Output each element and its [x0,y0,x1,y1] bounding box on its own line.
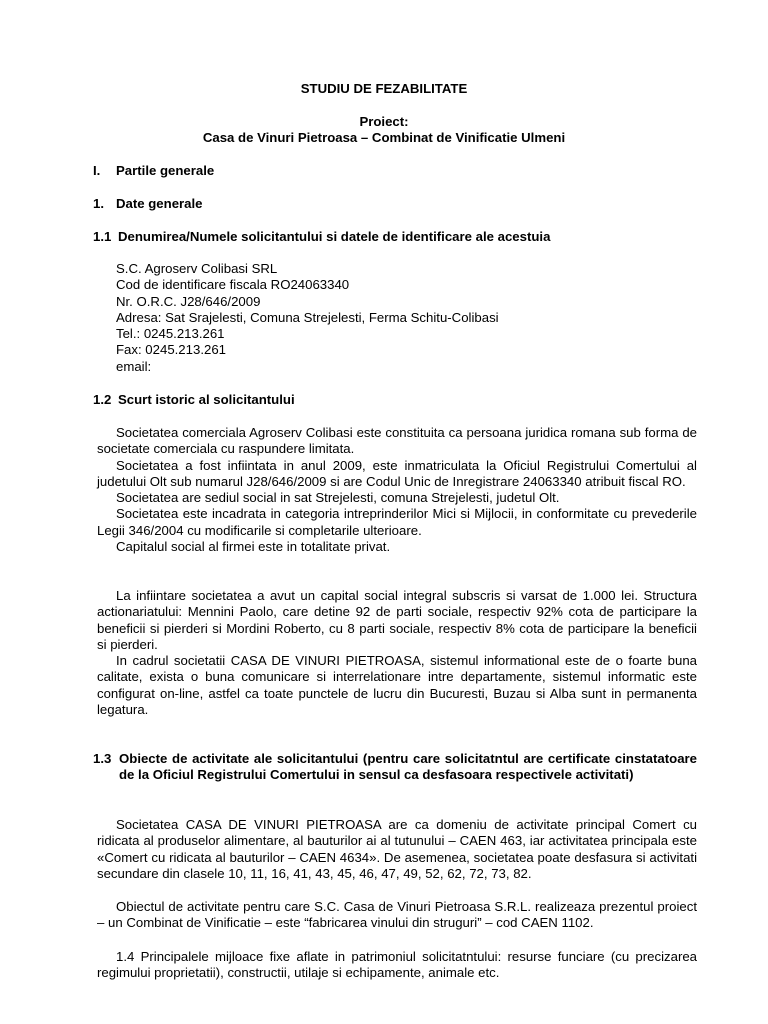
phone: Tel.: 0245.213.261 [116,326,225,342]
section-title: Scurt istoric al solicitantului [118,392,295,407]
email: email: [116,358,152,374]
section-number: I. [93,163,101,178]
section-number: 1. [93,196,104,211]
paragraph: Societatea comerciala Agroserv Colibasi este constituita ca persoana juridica romana sub forma de societate comerciala cu raspundere limitata. [97,425,697,457]
section-number: 1.3 [93,751,112,766]
section-title: Obiecte de activitate ale solicitantului (pentru care solicitatntul are certificate cinstatatoare de la Oficiul Registrului Comertului in sensul ca desfasoara respectivele activitati) [119,751,697,783]
orc-number: Nr. O.R.C. J28/646/2009 [116,293,261,309]
section-heading-1 [93,196,203,212]
paragraph: Societatea este incadrata in categoria intreprinderilor Mici si Mijlocii, in conformitate cu prevederile Legii 346/2004 cu modificarile si completarile ulterioare. [97,506,697,538]
fiscal-code: Cod de identificare fiscala RO24063340 [116,277,350,293]
section-heading-1-3 [93,751,697,784]
paragraph: Capitalul social al firmei este in totalitate privat. [116,539,391,555]
section-title: Partile generale [116,163,215,178]
fax: Fax: 0245.213.261 [116,342,226,358]
section-heading-I [93,163,214,179]
section-heading-1-1 [93,229,550,245]
paragraph: Societatea CASA DE VINURI PIETROASA are ca domeniu de activitate principal Comert cu ridicata al produselor alimentare, al bauturilor ai al tutunului – CAEN 463, iar activitatea principala este «Comert cu ridicata al bauturilor – CAEN 4634». De asemenea, societatea poate desfasura si activitati secundare din clasele 10, 11, 16, 41, 43, 45, 46, 47, 49, 52, 62, 72, 73, 82. [97,817,697,881]
paragraph: Obiectul de activitate pentru care S.C. Casa de Vinuri Pietroasa S.R.L. realizeaza prezentul proiect – un Combinat de Vinificatie – este “fabricarea vinului din struguri” – cod CAEN 1102. [97,899,697,931]
section-number: 1.1 [93,229,112,244]
address: Adresa: Sat Srajelesti, Comuna Strejelesti, Ferma Schitu-Colibasi [116,309,499,325]
project-name: Casa de Vinuri Pietroasa – Combinat de Vinificatie Ulmeni [202,130,566,145]
section-title: Date generale [116,196,203,211]
history-section [97,425,697,555]
section-heading-1-2 [93,392,295,408]
activity-section [97,817,697,981]
paragraph: 1.4 Principalele mijloace fixe aflate in patrimoniul solicitatntului: resurse funciare (cu precizarea regimului proprietatii), constructii, utilaje si echipamente, animale etc. [97,948,697,981]
company-name: S.C. Agroserv Colibasi SRL [116,261,278,276]
paragraph: In cadrul societatii CASA DE VINURI PIETROASA, sistemul informational este de o foarte buna calitate, exista o buna comunicare si interrelationare intre departamente, sistemul informatic este configurat on-line, astfel ca toate punctele de lucru din Bucuresti, Buzau si Alba sunt in permanenta legatura. [97,653,697,718]
identification-block [116,261,499,375]
paragraph: Societatea are sediul social in sat Strejelesti, comuna Strejelesti, judetul Olt. [116,490,560,506]
section-title: Denumirea/Numele solicitantului si datele de identificare ale acestuia [118,229,551,244]
document-title: STUDIU DE FEZABILITATE [300,81,468,96]
paragraph: Societatea a fost infiintata in anul 2009, este inmatriculata la Oficiul Registrului Comertului al judetului Olt sub numarul J28/646/2009 si are Codul Unic de Inregistrare 24063340 atribuit fiscal RO. [97,457,697,489]
project-label: Proiect: [359,114,409,129]
capital-section [97,588,697,718]
paragraph: La infiintare societatea a avut un capital social integral subscris si varsat de 1.000 lei. Structura actionariatului: Mennini Paolo, care detine 92 de parti sociale, respectiv 92% cota de participare la beneficii si pierderi si Mordini Roberto, cu 8 parti sociale, respectiv 8% cota de participare la beneficii si pierderi. [97,588,697,652]
section-number: 1.2 [93,392,112,407]
